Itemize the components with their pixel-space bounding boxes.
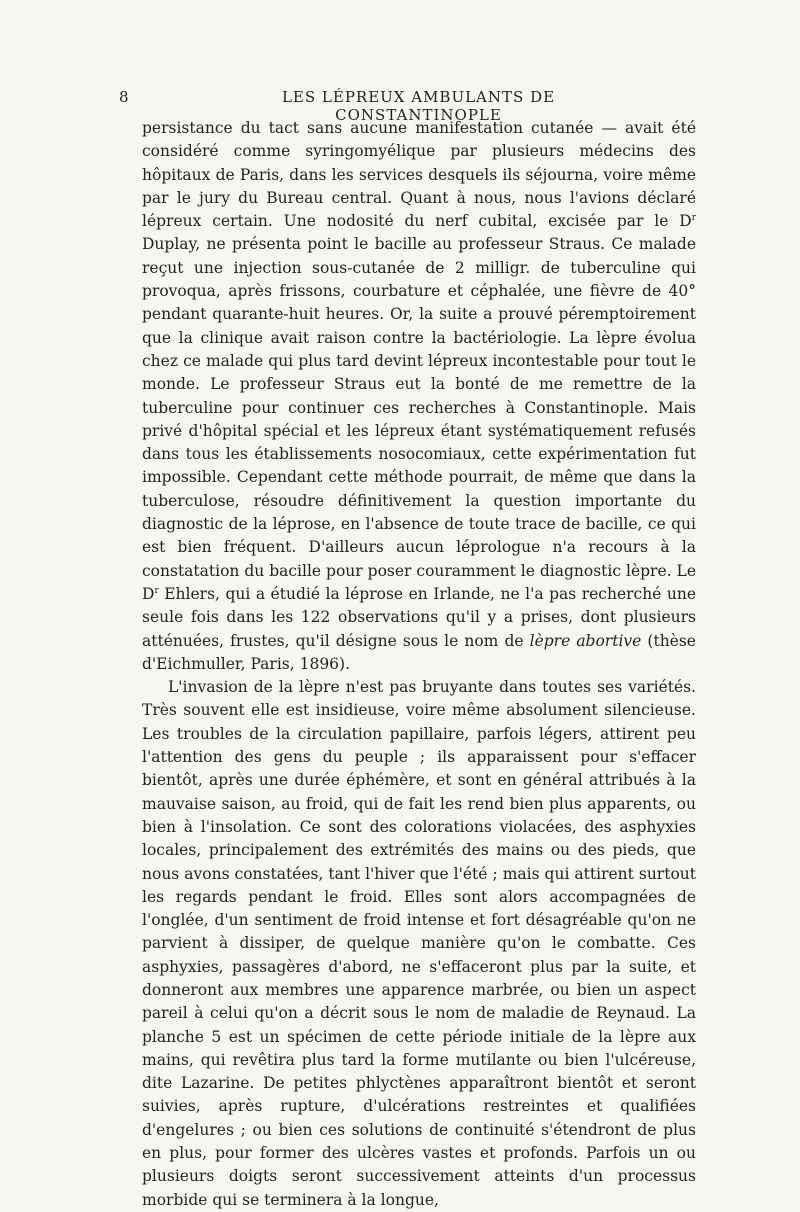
paragraph-text: (thèse d'Eichmuller, Paris, 1896).: [142, 631, 696, 673]
paragraph: L'invasion de la lèpre n'est pas bruyante dans toutes ses variétés. Très souvent elle est insidieuse, voire même absolument silencieuse. Les troubles de la circulation papillaire, parfois légers, attirent peu l'attention des gens du peuple ; ils apparaissent pour s'effacer bientôt, après une durée éphémère, et sont en général attribués à la mauvaise saison, au froid, qui de fait les rend bien plus apparents, ou bien à l'insolation. Ce sont des colorations violacées, des asphyxies locales, principalement des extrémités des mains ou des pieds, que nous avons constatées, tant l'hiver que l'été ; mais qui attirent surtout les regards pendant le froid. Elles sont alors accompagnées de l'onglée, d'un sentiment de froid intense et fort désagréable qu'on ne parvient à dissiper, de quelque manière qu'on le combatte. Ces asphyxies, passagères d'abord, ne s'effaceront plus par la suite, et donneront aux membres une apparence marbrée, ou bien un aspect pareil à celui qu'on a décrit sous le nom de maladie de Reynaud. La planche 5 est un spécimen de cette période initiale de la lèpre aux mains, qui revêtira plus tard la forme mutilante ou bien l'ulcéreuse, dite Lazarine. De petites phlyctènes apparaîtront bientôt et seront suivies, après rupture, d'ulcérations restreintes et qualifiées d'engelures ; ou bien ces solutions de continuité s'étendront de plus en plus, pour former des ulcères vastes et profonds. Parfois un ou plusieurs doigts seront successivement atteints d'un processus morbide qui se terminera à la longue,: [142, 678, 696, 1209]
page-header: [0, 88, 800, 124]
paragraph-text: Ehlers, qui a étudié la léprose en Irlande, ne l'a pas recherché une seule fois dans les 122 observations qu'il y a prises, dont plusieurs atténuées, frustes, qu'il désigne sous le nom de: [142, 584, 696, 650]
paragraph-text: persistance du tact sans aucune manifestation cutanée — avait été considéré comme syringomyélique par plusieurs médecins des hôpitaux de Paris, dans les services desquels ils séjourna, voire même par le jury du Bureau central. Quant à nous, nous l'avions déclaré lépreux certain. Une nodosité du nerf cubital, excisée par le D: [142, 119, 696, 231]
italic-term: lèpre abortive: [529, 631, 642, 650]
superscript: r: [154, 585, 159, 596]
superscript: r: [691, 213, 696, 224]
body-text: [142, 117, 696, 1212]
paragraph-continued: [142, 117, 696, 676]
running-title: LES LÉPREUX AMBULANTS DE CONSTANTINOPLE: [281, 88, 556, 124]
page-number: 8: [119, 88, 130, 106]
paragraph-text: Duplay, ne présenta point le bacille au professeur Straus. Ce malade reçut une injection sous-cutanée de 2 milligr. de tuberculine qui provoqua, après frissons, courbature et céphalée, une fièvre de 40° pendant quarante-huit heures. Or, la suite a prouvé péremptoirement que la clinique avait raison contre la bactériologie. La lèpre évolua chez ce malade qui plus tard devint lépreux incontestable pour tout le monde. Le professeur Straus eut la bonté de me remettre de la tuberculine pour continuer ces recherches à Constantinople. Mais privé d'hôpital spécial et les lépreux étant systématiquement refusés dans tous les établissements nosocomiaux, cette expérimentation fut impossible. Cependant cette méthode pourrait, de même que dans la tuberculose, résoudre définitivement la question importante du diagnostic de la léprose, en l'absence de toute trace de bacille, ce qui est bien fréquent. D'ailleurs aucun léprologue n'a recours à la constatation du bacille pour poser couramment le diagnostic lèpre. Le D: [142, 235, 696, 603]
